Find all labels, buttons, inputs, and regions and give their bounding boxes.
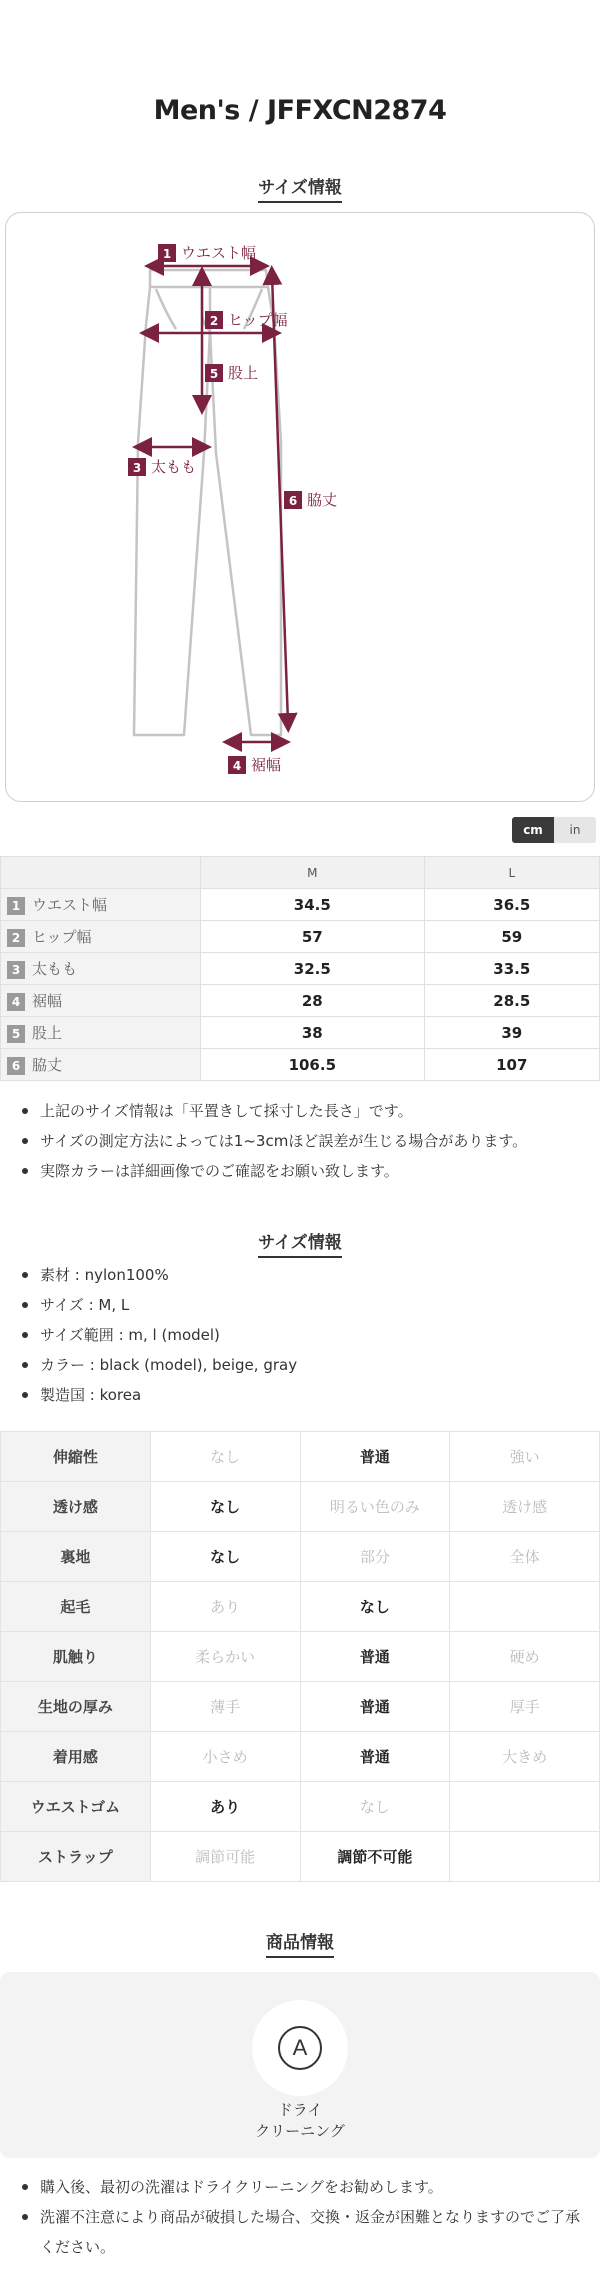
cell-value: 39 [424, 1017, 599, 1049]
list-item: サイズ : M, L [20, 1290, 590, 1320]
row-label: 1 ウエスト幅 [1, 889, 201, 921]
page-title: Men's / JFFXCN2874 [153, 95, 447, 126]
header-size-l: L [424, 857, 599, 889]
svg-text:3: 3 [132, 461, 142, 475]
feature-label: 着用感 [1, 1732, 151, 1782]
row-label: 6 脇丈 [1, 1049, 201, 1081]
table-row [1, 889, 600, 921]
cell-value: 106.5 [201, 1049, 425, 1081]
cell-value: 28 [201, 985, 425, 1017]
feature-option: 透け感 [450, 1482, 600, 1532]
feature-label: 透け感 [1, 1482, 151, 1532]
feature-option: 全体 [450, 1532, 600, 1582]
table-row [1, 1432, 600, 1482]
size-section-heading: サイズ情報 [0, 173, 600, 203]
feature-option [450, 1832, 600, 1882]
table-row [1, 1482, 600, 1532]
table-row [1, 1732, 600, 1782]
size-diagram [5, 212, 595, 802]
feature-label: 伸縮性 [1, 1432, 151, 1482]
feature-option: 明るい色のみ [300, 1482, 450, 1532]
feature-option-selected: なし [300, 1582, 450, 1632]
cell-value: 107 [424, 1049, 599, 1081]
care-symbol-circle [252, 2000, 348, 2096]
diagram-label-thigh [128, 458, 196, 476]
header-size-m: M [201, 857, 425, 889]
row-label: 5 股上 [1, 1017, 201, 1049]
feature-option: なし [300, 1782, 450, 1832]
svg-text:1: 1 [162, 247, 172, 261]
row-label: 4 裾幅 [1, 985, 201, 1017]
size-table-header [1, 857, 600, 889]
feature-option: 部分 [300, 1532, 450, 1582]
svg-text:ウエスト幅: ウエスト幅 [181, 244, 257, 262]
feature-option-selected: なし [150, 1482, 300, 1532]
svg-text:ヒップ幅: ヒップ幅 [228, 311, 288, 329]
svg-text:6: 6 [288, 494, 298, 508]
care-notes [20, 2172, 590, 2262]
list-item: 上記のサイズ情報は「平置きして採寸した長さ」です。 [20, 1096, 590, 1126]
feature-label: 生地の厚み [1, 1682, 151, 1732]
pants-outline [134, 270, 281, 735]
feature-option-selected: 普通 [300, 1632, 450, 1682]
table-row [1, 1782, 600, 1832]
spec-list [20, 1260, 590, 1410]
table-row [1, 1049, 600, 1081]
svg-text:股上: 股上 [228, 364, 259, 382]
svg-text:2: 2 [209, 314, 219, 328]
feature-option: 強い [450, 1432, 600, 1482]
row-label: 2 ヒップ幅 [1, 921, 201, 953]
feature-option [450, 1582, 600, 1632]
list-item: カラー : black (model), beige, gray [20, 1350, 590, 1380]
list-item: 素材 : nylon100% [20, 1260, 590, 1290]
feature-option-selected: なし [150, 1532, 300, 1582]
size-table [0, 856, 600, 1081]
feature-option-selected: あり [150, 1782, 300, 1832]
dry-cleaning-icon: A [278, 2026, 322, 2070]
feature-option: 大きめ [450, 1732, 600, 1782]
feature-label: ストラップ [1, 1832, 151, 1882]
cell-value: 57 [201, 921, 425, 953]
cell-value: 38 [201, 1017, 425, 1049]
diagram-label-waist [158, 244, 256, 262]
feature-option: 調節可能 [150, 1832, 300, 1882]
row-label: 3 太もも [1, 953, 201, 985]
table-row [1, 953, 600, 985]
list-item: 洗濯不注意により商品が破損した場合、交換・返金が困難となりますのでご了承ください。 [20, 2202, 590, 2262]
table-row [1, 1682, 600, 1732]
table-row [1, 1632, 600, 1682]
svg-text:脇丈: 脇丈 [307, 491, 338, 509]
product-info-heading: 商品情報 [0, 1928, 600, 1958]
feature-label: 裏地 [1, 1532, 151, 1582]
feature-option-selected: 普通 [300, 1732, 450, 1782]
feature-option-selected: 普通 [300, 1682, 450, 1732]
list-item: サイズ範囲 : m, l (model) [20, 1320, 590, 1350]
list-item: 製造国 : korea [20, 1380, 590, 1410]
cell-value: 28.5 [424, 985, 599, 1017]
list-item: 実際カラーは詳細画像でのご確認をお願い致します。 [20, 1156, 590, 1186]
feature-option-selected: 普通 [300, 1432, 450, 1482]
unit-toggle [512, 817, 596, 843]
feature-option: 小さめ [150, 1732, 300, 1782]
feature-option: 柔らかい [150, 1632, 300, 1682]
feature-label: 肌触り [1, 1632, 151, 1682]
cell-value: 33.5 [424, 953, 599, 985]
pants-diagram [6, 213, 596, 803]
unit-cm-button[interactable]: cm [512, 817, 554, 843]
table-row [1, 985, 600, 1017]
size-notes [20, 1096, 590, 1186]
table-row [1, 1017, 600, 1049]
table-row [1, 1832, 600, 1882]
cell-value: 34.5 [201, 889, 425, 921]
care-box [0, 1972, 600, 2158]
feature-table [0, 1431, 600, 1882]
table-row [1, 1532, 600, 1582]
cell-value: 59 [424, 921, 599, 953]
diagram-label-rise [205, 364, 258, 382]
feature-option: 厚手 [450, 1682, 600, 1732]
svg-text:太もも: 太もも [151, 458, 197, 476]
feature-option: なし [150, 1432, 300, 1482]
feature-option: あり [150, 1582, 300, 1632]
unit-in-button[interactable]: in [554, 817, 596, 843]
list-item: 購入後、最初の洗濯はドライクリーニングをお勧めします。 [20, 2172, 590, 2202]
diagram-label-hem [228, 756, 281, 774]
diagram-label-outseam [284, 491, 337, 509]
diagram-label-hip [205, 311, 288, 329]
feature-option: 薄手 [150, 1682, 300, 1732]
feature-option [450, 1782, 600, 1832]
header-blank [1, 857, 201, 889]
feature-option: 硬め [450, 1632, 600, 1682]
list-item: サイズの測定方法によっては1~3cmほど誤差が生じる場合があります。 [20, 1126, 590, 1156]
feature-label: 起毛 [1, 1582, 151, 1632]
info-section-heading: サイズ情報 [0, 1228, 600, 1258]
table-row [1, 1582, 600, 1632]
svg-text:5: 5 [209, 367, 219, 381]
feature-option-selected: 調節不可能 [300, 1832, 450, 1882]
svg-text:裾幅: 裾幅 [251, 756, 282, 774]
care-label: ドライ クリーニング [255, 2101, 345, 2140]
svg-text:4: 4 [232, 759, 242, 773]
cell-value: 32.5 [201, 953, 425, 985]
feature-label: ウエストゴム [1, 1782, 151, 1832]
table-row [1, 921, 600, 953]
cell-value: 36.5 [424, 889, 599, 921]
